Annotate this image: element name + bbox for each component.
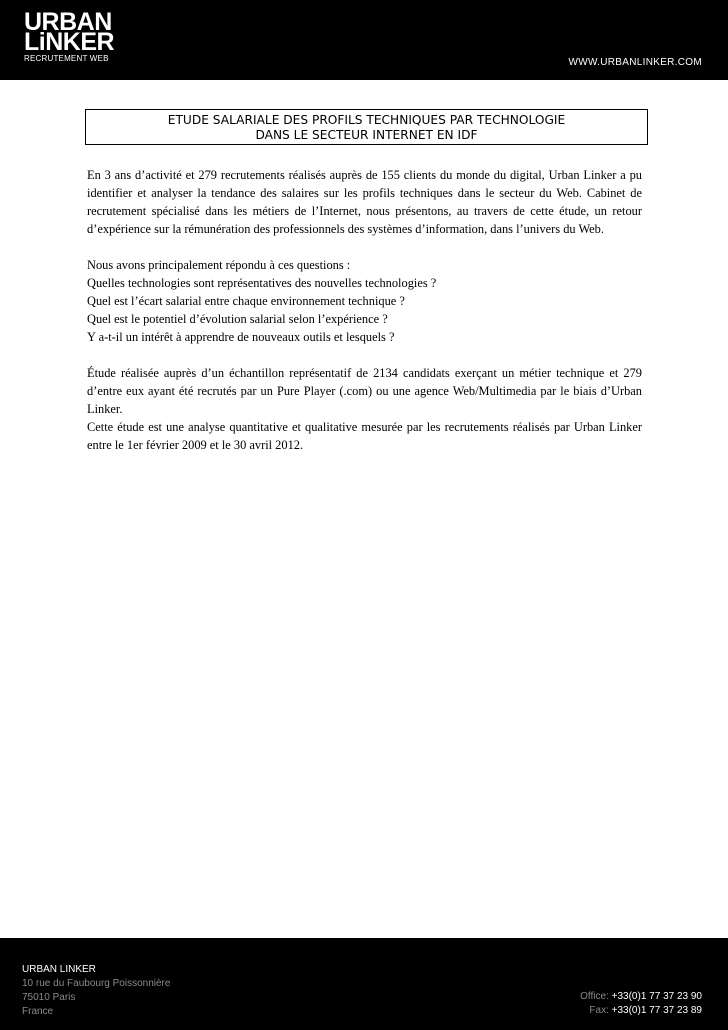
- logo-tagline: RECRUTEMENT WEB: [24, 54, 109, 63]
- questions-intro: Nous avons principalement répondu à ces questions :: [87, 258, 351, 272]
- logo-line-2: LiNKER: [24, 28, 115, 56]
- document-body: [87, 166, 642, 454]
- method-paragraph: Étude réalisée auprès d’un échantillon représentatif de 2134 candidats exerçant un métier technique et 279 d’entre eux ayant été recrutés par un Pure Player (.com) ou une agence Web/Multimedia par le biais d’Urban Linker.: [87, 366, 642, 416]
- fax-contact: [580, 1004, 702, 1018]
- office-phone: +33(0)1 77 37 23 90: [611, 991, 702, 1002]
- scope-paragraph: Cette étude est une analyse quantitative et qualitative mesurée par les recrutements réalisés par Urban Linker entre le 1er février 2009 et le 30 avril 2012.: [87, 420, 642, 452]
- urban-linker-logo: [24, 8, 115, 64]
- question-item: Quelles technologies sont représentatives des nouvelles technologies ?: [87, 276, 437, 290]
- logo-line-1: URBAN: [24, 8, 112, 36]
- title-line-1: ETUDE SALARIALE DES PROFILS TECHNIQUES PAR TECHNOLOGIE: [167, 113, 566, 127]
- question-item: Quel est l’écart salarial entre chaque environnement technique ?: [87, 294, 405, 308]
- footer-company-name: URBAN LINKER: [22, 964, 96, 975]
- title-line-2: DANS LE SECTEUR INTERNET EN IDF: [255, 128, 478, 142]
- office-contact: [580, 990, 702, 1004]
- page-footer: [0, 938, 728, 1030]
- fax-label: Fax:: [589, 1005, 609, 1016]
- document-title: [85, 109, 648, 145]
- footer-address-line: 75010 Paris: [22, 992, 76, 1003]
- footer-address-line: 10 rue du Faubourg Poissonnière: [22, 978, 171, 989]
- footer-contacts: [580, 990, 702, 1018]
- fax-phone: +33(0)1 77 37 23 89: [611, 1005, 702, 1016]
- office-label: Office:: [580, 991, 609, 1002]
- page-header: [0, 0, 728, 80]
- question-item: Y a-t-il un intérêt à apprendre de nouveaux outils et lesquels ?: [87, 330, 395, 344]
- footer-address-line: France: [22, 1006, 54, 1017]
- intro-paragraph: En 3 ans d’activité et 279 recrutements réalisés auprès de 155 clients du monde du digital, Urban Linker a pu identifier et analyser la tendance des salaires sur les profils techniques dans le secteur du Web. Cabinet de recrutement spécialisé dans les métiers de l’Internet, nous présentons, au travers de cette étude, un retour d’expérience sur la rémunération des professionnels des systèmes d’information, dans l’univers du Web.: [87, 168, 642, 236]
- website-url: WWW.URBANLINKER.COM: [568, 57, 702, 68]
- questions-list: [87, 274, 642, 346]
- footer-address: [22, 963, 170, 1019]
- question-item: Quel est le potentiel d’évolution salarial selon l’expérience ?: [87, 312, 388, 326]
